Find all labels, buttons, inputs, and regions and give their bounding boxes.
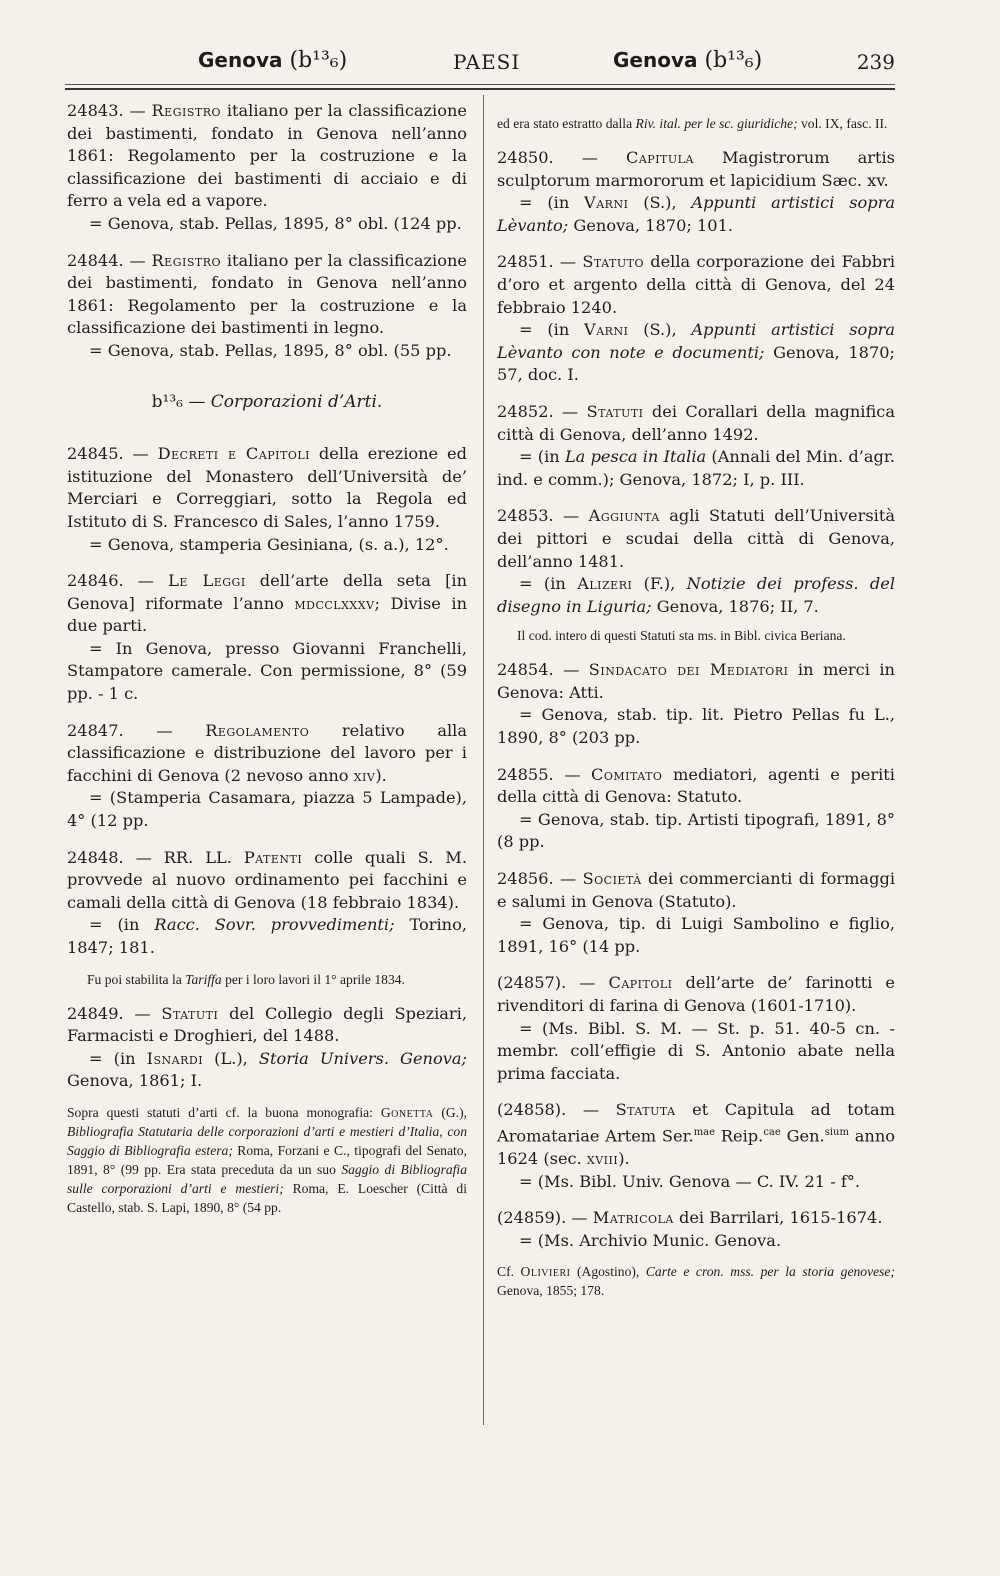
note-continuation: ed era stato estratto dalla Riv. ital. per le sc. giuridiche; vol. IX, fasc. II. — [497, 116, 888, 131]
entry-24854: 24854. — Sindacato dei Mediatori in merci in Genova: Atti. = Genova, stab. tip. lit. Pietro Pellas fu L., 1890, 8° (203 pp. — [497, 660, 895, 748]
entry-24849: 24849. — Statuti del Collegio degli Speziari, Farmacisti e Droghieri, del 1488. = (in Isnardi (L.), Storia Univers. Genova; Genova, 1861; I. — [67, 1003, 467, 1091]
entry-24843: 24843. — Registro italiano per la classificazione dei bastimenti, fondato in Genova nell’anno 1861: Regolamento per la costruzione e la classificazione dei bastimenti di acciaio e di ferro a vela ed a vapore. = Genova, stab. Pellas, 1895, 8° obl. (124 pp. — [67, 101, 467, 233]
entry-24852: 24852. — Statuti dei Corallari della magnifica città di Genova, dell’anno 1492. = (in La pesca in Italia (Annali del Min. d’agr. ind. e comm.); Genova, 1872; I, p. III. — [497, 401, 895, 489]
header-left: Genova (b¹³₆) — [198, 48, 348, 73]
running-header — [65, 44, 895, 84]
right-column — [497, 100, 895, 1314]
page-number: 239 — [856, 50, 895, 74]
entry-24850: 24850. — Capitula Magistrorum artis sculptorum marmororum et lapicidium Sæc. xv. = (in Varni (S.), Appunti artistici sopra Lèvanto; Genova, 1870; 101. — [497, 148, 895, 235]
header-rule — [65, 84, 895, 85]
entry-24853: 24853. — Aggiunta agli Statuti dell’Università dei pittori e scudai della città di Genova, dell’anno 1481. = (in Alizeri (F.), Notizie dei profess. del disegno in Liguria; Genova, 1876; II, 7. — [497, 506, 896, 616]
note-24859: Cf. Olivieri (Agostino), Carte e cron. mss. per la storia genovese; Genova, 1855; 178. — [497, 1264, 895, 1299]
entry-24847: 24847. — Regolamento relativo alla classificazione e distribuzione del lavoro per i facchini di Genova (2 nevoso anno xiv). = (Stamperia Casamara, piazza 5 Lampade), 4° (12 pp. — [67, 720, 467, 831]
note-24848: Fu poi stabilita la Tariffa per i loro lavori il 1° aprile 1834. — [87, 971, 405, 987]
entry-24848: 24848. — RR. LL. Patenti colle quali S. M. provvede al nuovo ordinamento pei facchini e camali della città di Genova (18 febbraio 1834). = (in Racc. Sovr. provvedimenti; Torino, 1847; 181. — [67, 847, 467, 957]
header-right: Genova (b¹³₆) — [613, 48, 763, 73]
entry-24844: 24844. — Registro italiano per la classificazione dei bastimenti, fondato in Genova nell’anno 1861: Regolamento per la costruzione e la classificazione dei bastimenti in legno. = Genova, stab. Pellas, 1895, 8° obl. (55 pp. — [67, 250, 467, 360]
entry-24856: 24856. — Società dei commercianti di formaggi e salumi in Genova (Statuto). = Genova, tip. di Luigi Sambolino e figlio, 1891, 16° (14 pp. — [497, 869, 895, 956]
note-24849: Sopra questi statuti d’arti cf. la buona monografia: Gonetta (G.), Bibliografia Statutaria delle corporazioni d’arti e mestieri d’Italia, con Saggio di Bibliografia estera; Roma, Forzani e C., tipografi del Senato, 1891, 8° (99 pp. Era stata preceduta da un suo Saggio di Bibliografia sulle corporazioni d’arti e mestieri; Roma, E. Loescher (Città di Castello, stab. S. Lapi, 1890, 8° (54 pp. — [67, 1104, 468, 1215]
header-rule-double — [65, 88, 895, 90]
note-24853: Il cod. intero di questi Statuti sta ms. in Bibl. civica Beriana. — [517, 628, 846, 644]
entry-24846: 24846. — Le Leggi dell’arte della seta [in Genova] riformate l’anno mdcclxxxv; Divise in due parti. = In Genova, presso Giovanni Franchelli, Stampatore camerale. Con permissione, 8° (59 pp. - 1 c. — [67, 571, 468, 704]
entry-24855: 24855. — Comitato mediatori, agenti e periti della città di Genova: Statuto. = Genova, stab. tip. Artisti tipografi, 1891, 8° (8 pp. — [497, 764, 895, 852]
section-heading: b¹³₆ — Corporazioni d’Arti. — [151, 391, 383, 412]
entry-24857: (24857). — Capitoli dell’arte de’ farinotti e rivenditori di farina di Genova (1601-1710). = (Ms. Bibl. S. M. — St. p. 51. 40-5 cn. - membr. coll’effigie di S. Antonio abate nella prima facciata. — [497, 973, 895, 1083]
header-center: PAESI — [453, 50, 521, 74]
entry-24845: 24845. — Decreti e Capitoli della erezione ed istituzione del Monastero dell’Università de’ Merciari e Correggiari, sotto la Regola ed Istituto di S. Francesco di Sales, l’anno 1759. = Genova, stamperia Gesiniana, (s. a.), 12°. — [67, 444, 467, 554]
entry-24858: (24858). — Statuta et Capitula ad totam Aromatariae Artem Ser.$^{mae}$ Reip.$^{cae}$ Gen.$^{sium}$ anno 1624 (sec. xviii). = (Ms. Bibl. Univ. Genova — C. IV. 21 - f°. — [497, 1100, 895, 1191]
entry-24851: 24851. — Statuto della corporazione dei Fabbri d’oro et argento della città di Genova, del 24 febbraio 1240. = (in Varni (S.), Appunti artistici sopra Lèvanto con note e documenti; Genova, 1870; 57, doc. I. — [497, 252, 895, 385]
column-divider — [483, 95, 484, 1425]
entry-24859: (24859). — Matricola dei Barrilari, 1615-1674. = (Ms. Archivio Munic. Genova. — [497, 1208, 883, 1250]
left-column — [67, 100, 467, 1231]
